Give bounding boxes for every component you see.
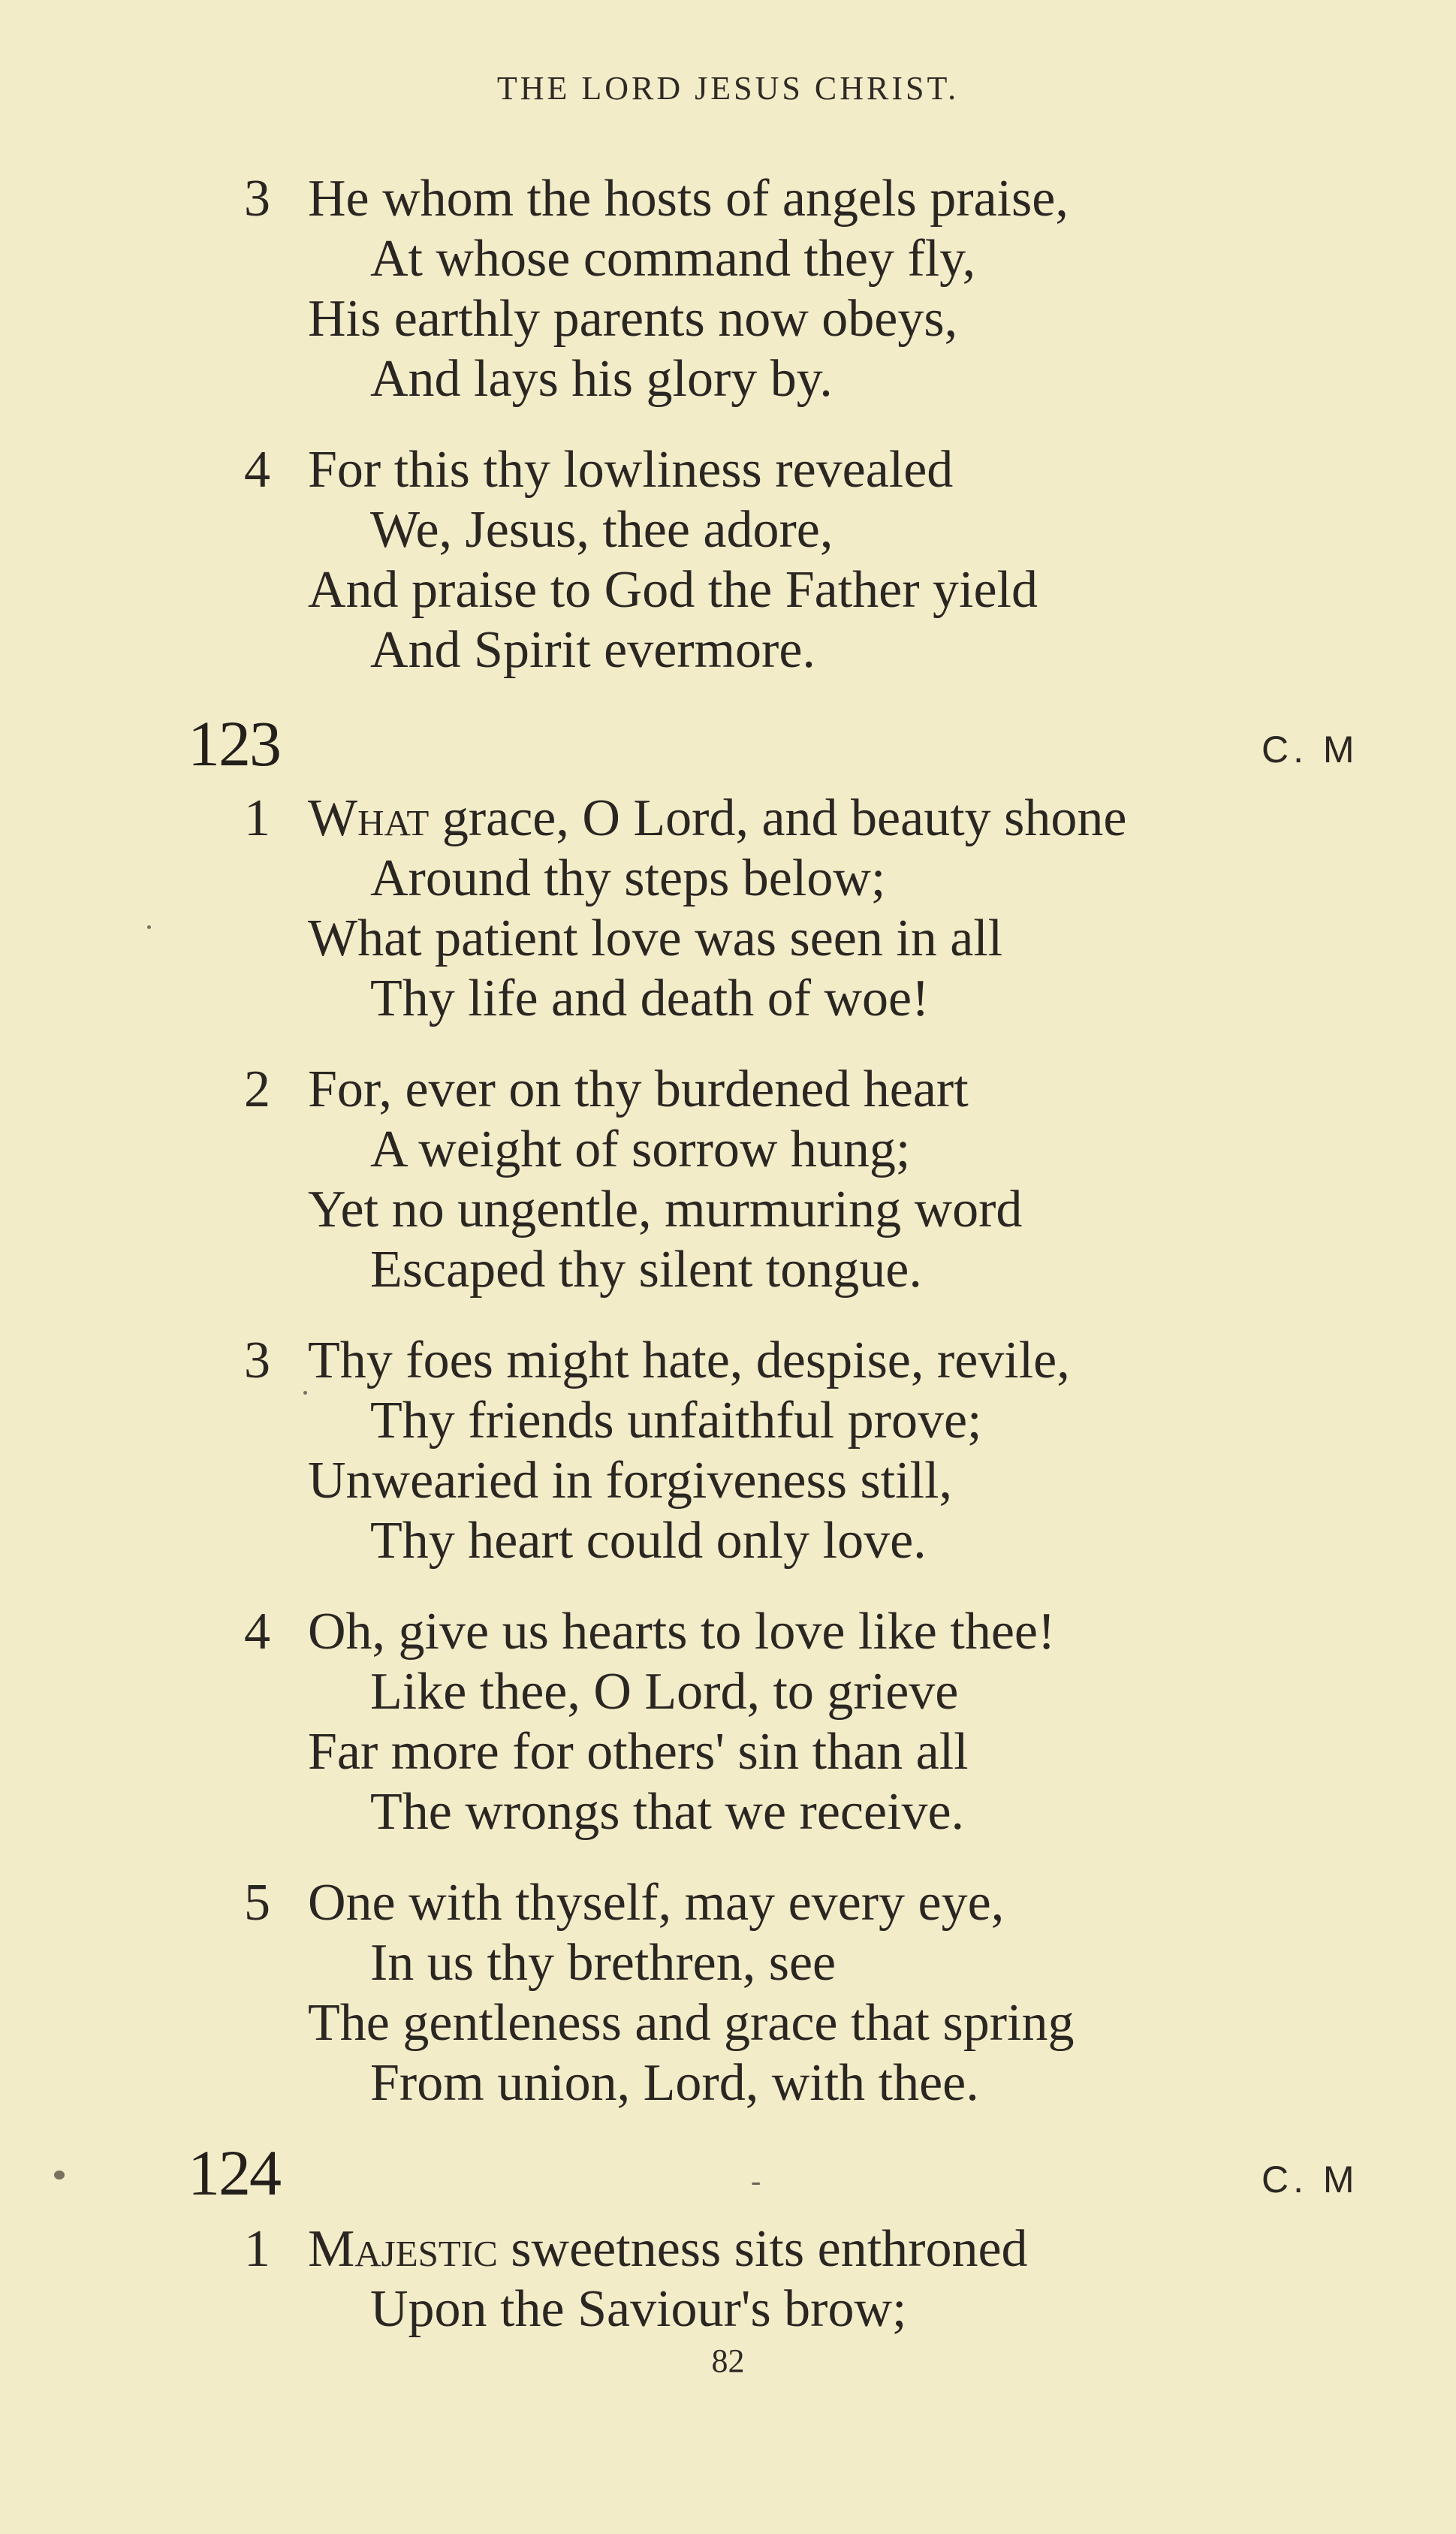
verse-line: Escaped thy silent tongue.	[370, 1241, 922, 1299]
verse-line: Around thy steps below;	[370, 849, 886, 907]
verse-line: Unwearied in forgiveness still,	[308, 1452, 952, 1510]
verse-number: 5	[244, 1874, 270, 1932]
verse-line-rest: grace, O Lord, and beauty shone	[429, 789, 1127, 847]
first-word-small-caps: What	[308, 789, 430, 847]
hymn-number: 123	[188, 707, 280, 780]
separator-mark: -	[751, 2164, 761, 2198]
verse-line: Thy life and death of woe!	[370, 970, 930, 1027]
verse-number: 4	[244, 441, 270, 499]
verse-number: 2	[244, 1060, 270, 1118]
verse-number: 1	[244, 2220, 270, 2278]
verse-number: 4	[244, 1603, 270, 1661]
verse-number: 3	[244, 170, 270, 228]
verse-line: Upon the Saviour's brow;	[370, 2280, 907, 2338]
verse-line: And praise to God the Father yield	[308, 561, 1038, 619]
verse-line	[308, 789, 1126, 849]
verse-line: Thy friends unfaithful prove;	[370, 1392, 982, 1450]
verse-line: Thy heart could only love.	[370, 1512, 927, 1570]
verse-line: At whose command they fly,	[370, 230, 976, 288]
verse-line-rest: sweetness sits enthroned	[497, 2220, 1028, 2278]
verse-line: A weight of sorrow hung;	[370, 1121, 911, 1178]
first-word-small-caps: Majestic	[308, 2220, 498, 2278]
verse-line: For this thy lowliness revealed	[308, 441, 954, 499]
verse-number: 1	[244, 789, 270, 847]
verse-line: We, Jesus, thee adore,	[370, 501, 834, 559]
verse-line: The gentleness and grace that spring	[308, 1994, 1075, 2052]
page-number: 82	[711, 2342, 745, 2379]
verse-line: Yet no ungentle, murmuring word	[308, 1181, 1023, 1238]
verse-line: What patient love was seen in all	[308, 910, 1003, 967]
verse-line: His earthly parents now obeys,	[308, 290, 958, 348]
verse-line: The wrongs that we receive.	[370, 1783, 965, 1841]
verse-line: Like thee, O Lord, to grieve	[370, 1663, 959, 1721]
hymn-meter: C. M	[1262, 2158, 1359, 2201]
hymn-meter: C. M	[1262, 729, 1359, 771]
verse-line: Oh, give us hearts to love like thee!	[308, 1603, 1056, 1661]
verse-line: He whom the hosts of angels praise,	[308, 170, 1069, 228]
ink-speck	[303, 1391, 307, 1395]
ink-speck	[147, 925, 151, 929]
verse-line: In us thy brethren, see	[370, 1934, 837, 1992]
hymn-number: 124	[188, 2137, 280, 2209]
verse-line: Thy foes might hate, despise, revile,	[308, 1332, 1070, 1389]
verse-line: And lays his glory by.	[370, 350, 833, 408]
verse-line: And Spirit evermore.	[370, 621, 815, 679]
verse-line: From union, Lord, with thee.	[370, 2054, 979, 2112]
verse-line: One with thyself, may every eye,	[308, 1874, 1005, 1932]
verse-line: For, ever on thy burdened heart	[308, 1060, 969, 1118]
verse-line: Far more for others' sin than all	[308, 1723, 969, 1781]
ink-speck	[54, 2170, 65, 2180]
verse-line	[308, 2219, 1028, 2279]
running-head: THE LORD JESUS CHRIST.	[496, 70, 960, 107]
verse-number: 3	[244, 1332, 270, 1389]
